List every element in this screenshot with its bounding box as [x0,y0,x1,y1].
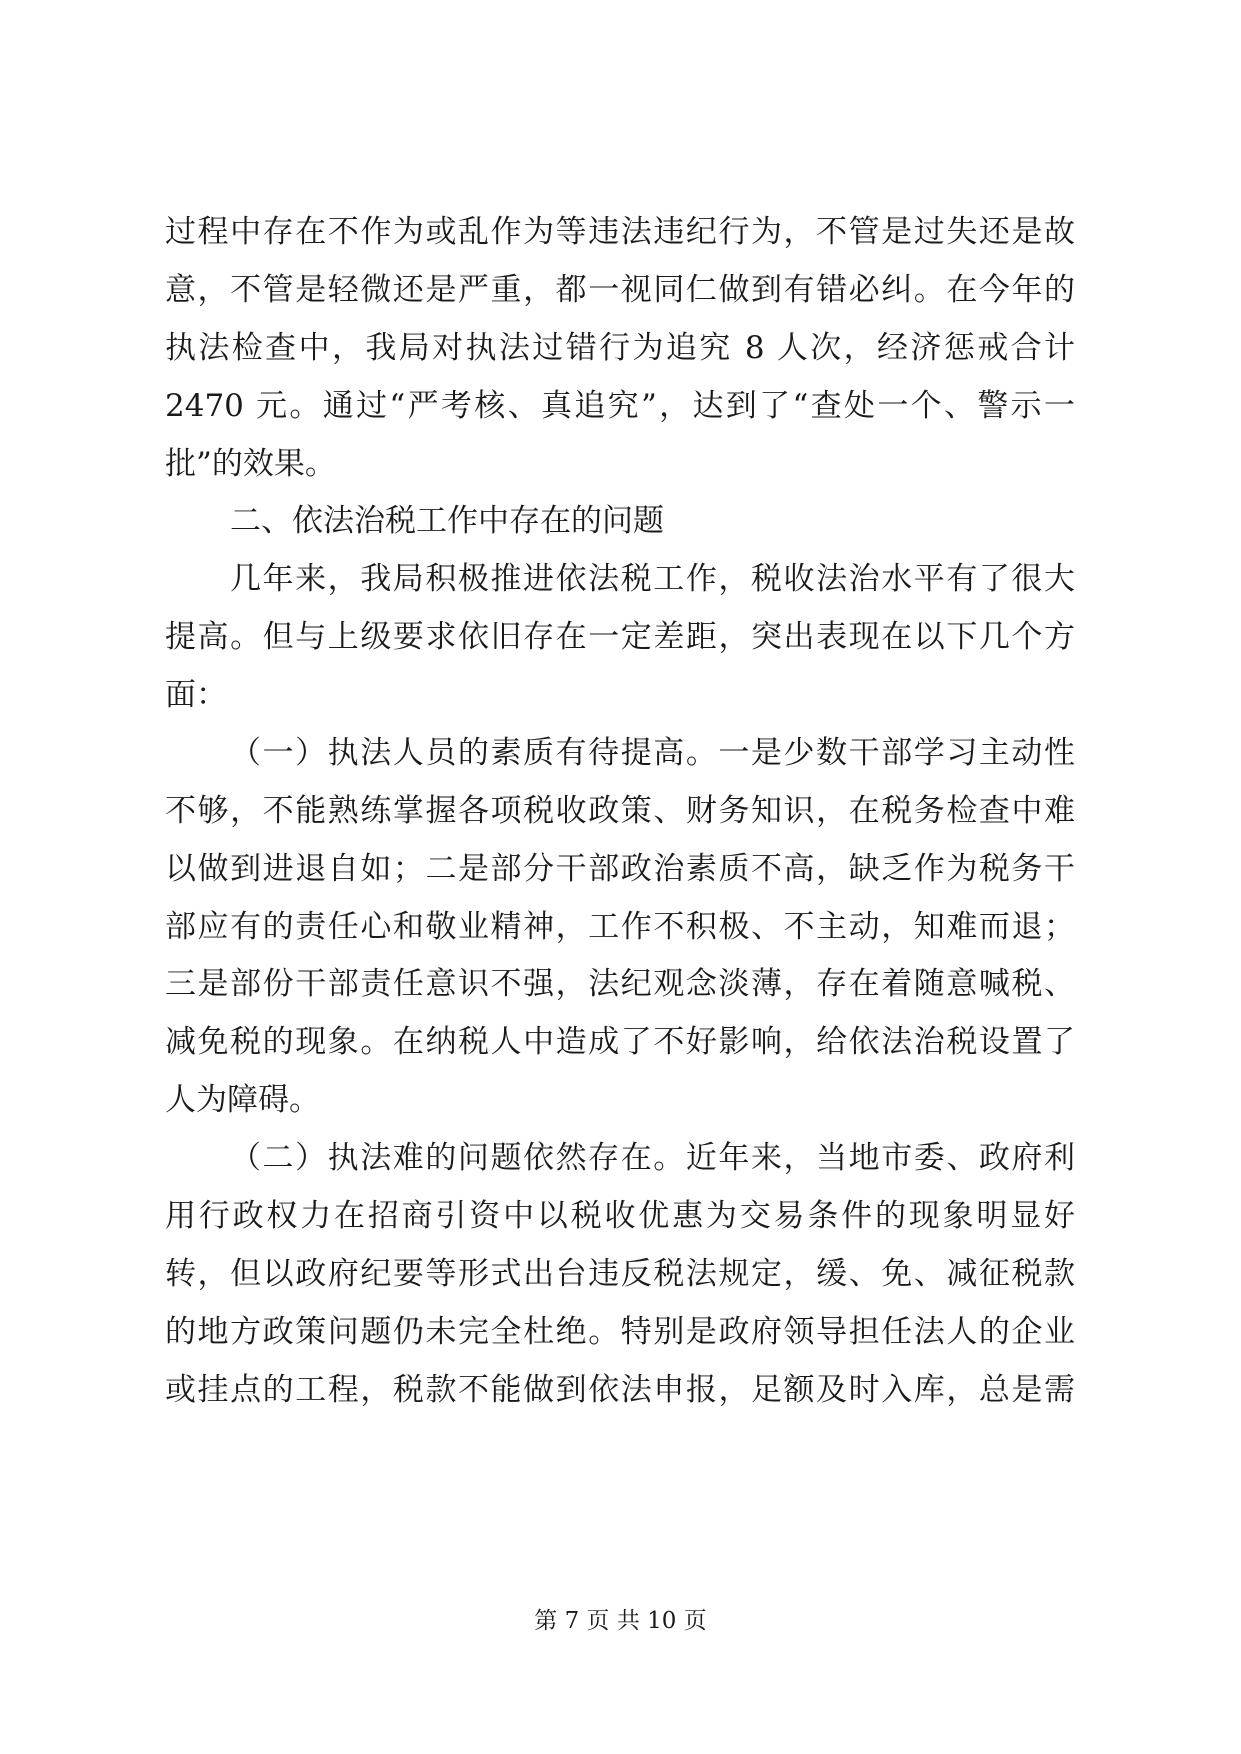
subsection-line: （一）执法人员的素质有待提高。一是少数干部学习主动性 [230,735,1075,771]
body-line: 提高。但与上级要求依旧存在一定差距，突出表现在以下几个方 [165,619,1075,655]
body-line: 的地方政策问题仍未完全杜绝。特别是政府领导担任法人的企业 [165,1314,1075,1350]
section-heading: 二、依法治税工作中存在的问题 [230,503,664,539]
body-line: 几年来，我局积极推进依法税工作，税收法治水平有了很大 [230,561,1075,597]
body-line: 面： [165,677,227,713]
body-line: 2470 元。通过“严考核、真追究”，达到了“查处一个、警示一 [165,388,1075,424]
body-line: 转，但以政府纪要等形式出台违反税法规定，缓、免、减征税款 [165,1256,1075,1292]
subsection-line: （二）执法难的问题依然存在。近年来，当地市委、政府利 [230,1140,1075,1176]
body-line: 减免税的现象。在纳税人中造成了不好影响，给依法治税设置了 [165,1024,1075,1060]
body-line: 用行政权力在招商引资中以税收优惠为交易条件的现象明显好 [165,1198,1075,1234]
body-line: 部应有的责任心和敬业精神，工作不积极、不主动，知难而退； [165,909,1075,945]
page-number-footer: 第 7 页 共 10 页 [534,1608,707,1634]
body-line: 或挂点的工程，税款不能做到依法申报，足额及时入库，总是需 [165,1372,1075,1408]
body-line: 人为障碍。 [165,1082,320,1118]
body-line: 批”的效果。 [165,446,336,482]
body-line: 过程中存在不作为或乱作为等违法违纪行为，不管是过失还是故 [165,214,1075,250]
body-line: 三是部份干部责任意识不强，法纪观念淡薄，存在着随意喊税、 [165,966,1075,1002]
body-line: 执法检查中，我局对执法过错行为追究 8 人次，经济惩戒合计 [165,330,1075,366]
body-line: 不够，不能熟练掌握各项税收政策、财务知识，在税务检查中难 [165,793,1075,829]
body-line: 意，不管是轻微还是严重，都一视同仁做到有错必纠。在今年的 [165,272,1075,308]
body-line: 以做到进退自如；二是部分干部政治素质不高，缺乏作为税务干 [165,851,1075,887]
